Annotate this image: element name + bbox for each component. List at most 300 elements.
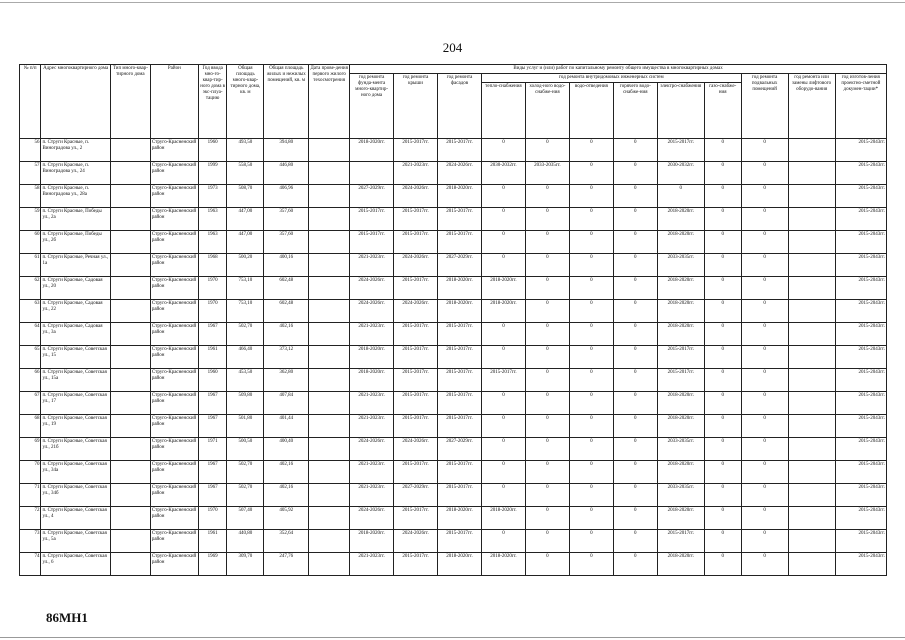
gas-year-cell: 0 [704,369,741,392]
elevator-year-cell [788,392,835,415]
roof-year-cell: 2015-2017гг. [394,323,438,346]
gas-year-cell: 0 [704,139,741,162]
living-area-cell: 357,60 [264,208,309,231]
basement-year-cell: 0 [741,162,788,185]
year-built-cell: 1963 [198,231,227,254]
year-built-cell: 1968 [198,254,227,277]
table-row [20,231,887,254]
foundation-year-cell: 2021-2023гг. [350,392,394,415]
table-row [20,208,887,231]
design-docs-year-cell: 2015-2043гг. [835,438,886,461]
roof-year-cell: 2015-2017гг. [394,553,438,576]
hot-water-year-cell: 0 [613,139,657,162]
sewer-year-cell: 0 [569,323,613,346]
page-number: 204 [442,40,463,55]
cold-water-year-cell: 0 [525,530,569,553]
year-built-cell: 1970 [198,277,227,300]
elevator-year-cell [788,300,835,323]
electric-year-cell: 2018-2020гг. [657,553,704,576]
year-built-cell: 1963 [198,208,227,231]
hot-water-year-cell: 0 [613,231,657,254]
table-row [20,323,887,346]
row-number: 73 [20,530,41,553]
district-cell: Струго-Красненский район [150,346,198,369]
year-built-cell: 1973 [198,185,227,208]
house-type-cell [110,139,150,162]
year-built-cell: 1967 [198,484,227,507]
hot-water-year-cell: 0 [613,553,657,576]
foundation-year-cell: 2015-2017гг. [350,208,394,231]
heat-supply-year-cell: 0 [481,208,525,231]
total-area-cell: 508,70 [227,185,264,208]
roof-year-cell: 2024-2026гг. [394,185,438,208]
foundation-year-cell: 2018-2020гг. [350,369,394,392]
heat-supply-year-cell: 0 [481,139,525,162]
survey-date-cell [309,139,350,162]
living-area-cell: 394,80 [264,139,309,162]
gas-year-cell: 0 [704,438,741,461]
sewer-year-cell: 0 [569,139,613,162]
survey-date-cell [309,530,350,553]
design-docs-year-cell: 2015-2043гг. [835,139,886,162]
facade-year-cell: 2015-2017гг. [438,323,482,346]
design-docs-year-cell: 2015-2043гг. [835,461,886,484]
header-electric: электро-снабжения [657,83,704,139]
survey-date-cell [309,415,350,438]
facade-year-cell: 2015-2017гг. [438,369,482,392]
house-type-cell [110,484,150,507]
table-row [20,162,887,185]
electric-year-cell: 2018-2020гг. [657,277,704,300]
electric-year-cell: 2018-2020гг. [657,323,704,346]
address-cell: п. Струги Красные, Садовая ул., 22 [41,300,111,323]
living-area-cell: 406,96 [264,185,309,208]
roof-year-cell: 2015-2017гг. [394,277,438,300]
total-area-cell: 753,10 [227,300,264,323]
sewer-year-cell: 0 [569,300,613,323]
house-type-cell [110,530,150,553]
table-row [20,415,887,438]
foundation-year-cell: 2015-2017гг. [350,231,394,254]
living-area-cell: 401,44 [264,415,309,438]
house-type-cell [110,369,150,392]
electric-year-cell: 2018-2020гг. [657,208,704,231]
hot-water-year-cell: 0 [613,323,657,346]
gas-year-cell: 0 [704,530,741,553]
address-cell: п. Струги Красные, Советская ул., 34а [41,461,111,484]
header-sewer: водо-отведения [569,83,613,139]
electric-year-cell: 2018-2020гг. [657,461,704,484]
gas-year-cell: 0 [704,162,741,185]
table-row [20,392,887,415]
heat-supply-year-cell: 2018-2020гг. [481,507,525,530]
cold-water-year-cell: 0 [525,254,569,277]
total-area-cell: 447,00 [227,231,264,254]
living-area-cell: 247,76 [264,553,309,576]
living-area-cell: 400,16 [264,254,309,277]
address-cell: п. Струги Красные, Садовая ул., 20 [41,277,111,300]
survey-date-cell [309,277,350,300]
design-docs-year-cell: 2015-2043гг. [835,231,886,254]
facade-year-cell: 2027-2029гг. [438,254,482,277]
district-cell: Струго-Красненский район [150,162,198,185]
row-number: 64 [20,323,41,346]
row-number: 66 [20,369,41,392]
hot-water-year-cell: 0 [613,438,657,461]
header-systems-group: год ремонта внутридомовых инженерных систем [481,74,741,83]
heat-supply-year-cell: 0 [481,415,525,438]
hot-water-year-cell: 0 [613,254,657,277]
header-facade: год ремонта фасадов [438,74,482,139]
design-docs-year-cell: 2015-2043гг. [835,323,886,346]
gas-year-cell: 0 [704,484,741,507]
electric-year-cell: 2018-2020гг. [657,231,704,254]
electric-year-cell: 2015-2017гг. [657,530,704,553]
year-built-cell: 1961 [198,346,227,369]
basement-year-cell: 0 [741,369,788,392]
roof-year-cell: 2015-2017гг. [394,415,438,438]
elevator-year-cell [788,185,835,208]
cold-water-year-cell: 0 [525,208,569,231]
header-gas: газо-снабже-ния [704,83,741,139]
elevator-year-cell [788,438,835,461]
living-area-cell: 602,48 [264,300,309,323]
elevator-year-cell [788,323,835,346]
house-type-cell [110,185,150,208]
row-number: 63 [20,300,41,323]
address-cell: п. Струги Красные, Советская ул., 21б [41,438,111,461]
table-row [20,300,887,323]
total-area-cell: 502,70 [227,323,264,346]
table-row [20,484,887,507]
survey-date-cell [309,484,350,507]
row-number: 70 [20,461,41,484]
heat-supply-year-cell: 0 [481,392,525,415]
house-type-cell [110,392,150,415]
heat-supply-year-cell: 0 [481,231,525,254]
row-number: 67 [20,392,41,415]
sewer-year-cell: 0 [569,369,613,392]
total-area-cell: 309,70 [227,553,264,576]
repair-schedule-table [19,64,887,576]
house-type-cell [110,415,150,438]
gas-year-cell: 0 [704,208,741,231]
elevator-year-cell [788,369,835,392]
survey-date-cell [309,185,350,208]
elevator-year-cell [788,208,835,231]
design-docs-year-cell: 2015-2043гг. [835,185,886,208]
foundation-year-cell: 2024-2026гг. [350,507,394,530]
living-area-cell: 402,16 [264,461,309,484]
gas-year-cell: 0 [704,415,741,438]
elevator-year-cell [788,139,835,162]
basement-year-cell: 0 [741,277,788,300]
cold-water-year-cell: 0 [525,392,569,415]
electric-year-cell: 2030-2032гг. [657,162,704,185]
basement-year-cell: 0 [741,530,788,553]
facade-year-cell: 2015-2017гг. [438,530,482,553]
living-area-cell: 446,80 [264,162,309,185]
facade-year-cell: 2015-2017гг. [438,346,482,369]
facade-year-cell: 2024-2026гг. [438,162,482,185]
facade-year-cell: 2015-2017гг. [438,139,482,162]
house-type-cell [110,277,150,300]
header-cold-water: холод-ного водо-снабже-ния [525,83,569,139]
gas-year-cell: 0 [704,231,741,254]
table-row [20,530,887,553]
hot-water-year-cell: 0 [613,162,657,185]
header-roof: год ремонта крыши [394,74,438,139]
table-row [20,277,887,300]
cold-water-year-cell: 0 [525,300,569,323]
row-number: 72 [20,507,41,530]
table-row [20,507,887,530]
electric-year-cell: 2018-2020гг. [657,392,704,415]
table-row [20,185,887,208]
year-built-cell: 1967 [198,323,227,346]
foundation-year-cell: 2021-2023гг. [350,323,394,346]
survey-date-cell [309,346,350,369]
design-docs-year-cell: 2015-2043гг. [835,254,886,277]
foundation-year-cell: 2021-2023гг. [350,553,394,576]
year-built-cell: 1967 [198,415,227,438]
design-docs-year-cell: 2015-2043гг. [835,392,886,415]
year-built-cell: 1969 [198,553,227,576]
header-elevator: год ремонта или замены лифтового оборудо-вания [788,74,835,139]
table-row [20,461,887,484]
survey-date-cell [309,162,350,185]
design-docs-year-cell: 2015-2043гг. [835,507,886,530]
hot-water-year-cell: 0 [613,185,657,208]
total-area-cell: 558,50 [227,162,264,185]
foundation-year-cell [350,162,394,185]
year-built-cell: 1960 [198,139,227,162]
row-number: 58 [20,185,41,208]
district-cell: Струго-Красненский район [150,185,198,208]
survey-date-cell [309,369,350,392]
roof-year-cell: 2015-2017гг. [394,346,438,369]
address-cell: п. Струги Красные, Советская ул., 4 [41,507,111,530]
table-row [20,254,887,277]
total-area-cell: 500,20 [227,254,264,277]
sewer-year-cell: 0 [569,254,613,277]
electric-year-cell: 2015-2017гг. [657,369,704,392]
elevator-year-cell [788,277,835,300]
cold-water-year-cell: 0 [525,484,569,507]
address-cell: п. Струги Красные, п. Виноградова ул., 24 [41,162,111,185]
footer-code: 86МН1 [46,610,88,625]
scan-edge-bottom [0,637,905,638]
hot-water-year-cell: 0 [613,507,657,530]
elevator-year-cell [788,461,835,484]
district-cell: Струго-Красненский район [150,139,198,162]
sewer-year-cell: 0 [569,507,613,530]
basement-year-cell: 0 [741,208,788,231]
roof-year-cell: 2015-2017гг. [394,231,438,254]
header-num: № п/п [20,65,41,139]
facade-year-cell: 2015-2017гг. [438,231,482,254]
total-area-cell: 440,80 [227,530,264,553]
district-cell: Струго-Красненский район [150,254,198,277]
design-docs-year-cell: 2015-2043гг. [835,484,886,507]
cold-water-year-cell: 0 [525,438,569,461]
elevator-year-cell [788,507,835,530]
header-type: Тип много-квар-тирного дома [110,65,150,139]
basement-year-cell: 0 [741,346,788,369]
hot-water-year-cell: 0 [613,277,657,300]
facade-year-cell: 2018-2020гг. [438,507,482,530]
house-type-cell [110,461,150,484]
survey-date-cell [309,438,350,461]
design-docs-year-cell: 2015-2043гг. [835,162,886,185]
elevator-year-cell [788,530,835,553]
gas-year-cell: 0 [704,553,741,576]
header-survey-date: Дата прове-дения первого жилого техосмотрения [309,65,350,139]
foundation-year-cell: 2018-2020гг. [350,346,394,369]
electric-year-cell: 2015-2017гг. [657,139,704,162]
row-number: 74 [20,553,41,576]
table-row [20,438,887,461]
sewer-year-cell: 0 [569,392,613,415]
survey-date-cell [309,323,350,346]
hot-water-year-cell: 0 [613,208,657,231]
design-docs-year-cell: 2015-2043гг. [835,415,886,438]
roof-year-cell: 2024-2026гг. [394,438,438,461]
survey-date-cell [309,254,350,277]
basement-year-cell: 0 [741,254,788,277]
total-area-cell: 502,70 [227,461,264,484]
house-type-cell [110,300,150,323]
year-built-cell: 1961 [198,530,227,553]
sewer-year-cell: 0 [569,415,613,438]
survey-date-cell [309,507,350,530]
sewer-year-cell: 0 [569,277,613,300]
header-design-docs: год изготов-ления проектно-сметной докумен-тации* [835,74,886,139]
electric-year-cell: 0 [657,185,704,208]
survey-date-cell [309,208,350,231]
sewer-year-cell: 0 [569,484,613,507]
heat-supply-year-cell: 2018-2020гг. [481,553,525,576]
house-type-cell [110,231,150,254]
facade-year-cell: 2015-2017гг. [438,415,482,438]
gas-year-cell: 0 [704,277,741,300]
facade-year-cell: 2018-2020гг. [438,277,482,300]
gas-year-cell: 0 [704,461,741,484]
foundation-year-cell: 2018-2020гг. [350,530,394,553]
hot-water-year-cell: 0 [613,530,657,553]
house-type-cell [110,346,150,369]
design-docs-year-cell: 2015-2043гг. [835,277,886,300]
living-area-cell: 402,16 [264,484,309,507]
total-area-cell: 502,70 [227,484,264,507]
basement-year-cell: 0 [741,323,788,346]
header-address: Адрес многоквартирного дома [41,65,111,139]
year-built-cell: 1970 [198,507,227,530]
hot-water-year-cell: 0 [613,300,657,323]
cold-water-year-cell: 0 [525,277,569,300]
table-row [20,369,887,392]
total-area-cell: 500,50 [227,438,264,461]
house-type-cell [110,507,150,530]
electric-year-cell: 2033-2035гг. [657,254,704,277]
year-built-cell: 1971 [198,438,227,461]
district-cell: Струго-Красненский район [150,300,198,323]
roof-year-cell: 2015-2017гг. [394,369,438,392]
address-cell: п. Струги Красные, Речная ул., 1а [41,254,111,277]
house-type-cell [110,162,150,185]
facade-year-cell: 2027-2029гг. [438,438,482,461]
table-header [20,65,887,139]
sewer-year-cell: 0 [569,553,613,576]
living-area-cell: 362,80 [264,369,309,392]
cold-water-year-cell: 0 [525,553,569,576]
cold-water-year-cell: 0 [525,507,569,530]
basement-year-cell: 0 [741,185,788,208]
row-number: 61 [20,254,41,277]
cold-water-year-cell: 0 [525,185,569,208]
header-year: Год ввода мно-го-квар-тир-ного дома в экс-плуа-тацию [198,65,227,139]
total-area-cell: 466,40 [227,346,264,369]
design-docs-year-cell: 2015-2043гг. [835,369,886,392]
living-area-cell: 400,40 [264,438,309,461]
district-cell: Струго-Красненский район [150,415,198,438]
roof-year-cell: 2027-2029гг. [394,484,438,507]
gas-year-cell: 0 [704,346,741,369]
facade-year-cell: 2015-2017гг. [438,461,482,484]
basement-year-cell: 0 [741,553,788,576]
total-area-cell: 753,10 [227,277,264,300]
hot-water-year-cell: 0 [613,415,657,438]
header-total-area: Общая площадь много-квар-тирного дома, кв. м [227,65,264,139]
facade-year-cell: 2018-2020гг. [438,553,482,576]
sewer-year-cell: 0 [569,461,613,484]
total-area-cell: 447,00 [227,208,264,231]
elevator-year-cell [788,346,835,369]
foundation-year-cell: 2024-2026гг. [350,438,394,461]
district-cell: Струго-Красненский район [150,392,198,415]
electric-year-cell: 2033-2035гг. [657,438,704,461]
total-area-cell: 501,80 [227,415,264,438]
survey-date-cell [309,300,350,323]
row-number: 62 [20,277,41,300]
hot-water-year-cell: 0 [613,346,657,369]
cold-water-year-cell: 0 [525,461,569,484]
gas-year-cell: 0 [704,254,741,277]
header-foundation: год ремонта фунда-мента много-квартир-ного дома [350,74,394,139]
cold-water-year-cell: 0 [525,369,569,392]
roof-year-cell: 2015-2017гг. [394,507,438,530]
electric-year-cell: 2015-2017гг. [657,346,704,369]
basement-year-cell: 0 [741,231,788,254]
hot-water-year-cell: 0 [613,484,657,507]
heat-supply-year-cell: 0 [481,323,525,346]
year-built-cell: 1967 [198,392,227,415]
cold-water-year-cell: 0 [525,231,569,254]
address-cell: п. Струги Красные, Советская ул., 17 [41,392,111,415]
roof-year-cell: 2024-2026гг. [394,530,438,553]
header-hot-water: горячего водо-снабже-ния [613,83,657,139]
electric-year-cell: 2018-2020гг. [657,300,704,323]
sewer-year-cell: 0 [569,530,613,553]
table-row [20,139,887,162]
heat-supply-year-cell: 2015-2017гг. [481,369,525,392]
district-cell: Струго-Красненский район [150,438,198,461]
facade-year-cell: 2015-2017гг. [438,208,482,231]
address-cell: п. Струги Красные, п. Виноградова ул., 28а [41,185,111,208]
hot-water-year-cell: 0 [613,461,657,484]
foundation-year-cell: 2021-2023гг. [350,254,394,277]
basement-year-cell: 0 [741,484,788,507]
